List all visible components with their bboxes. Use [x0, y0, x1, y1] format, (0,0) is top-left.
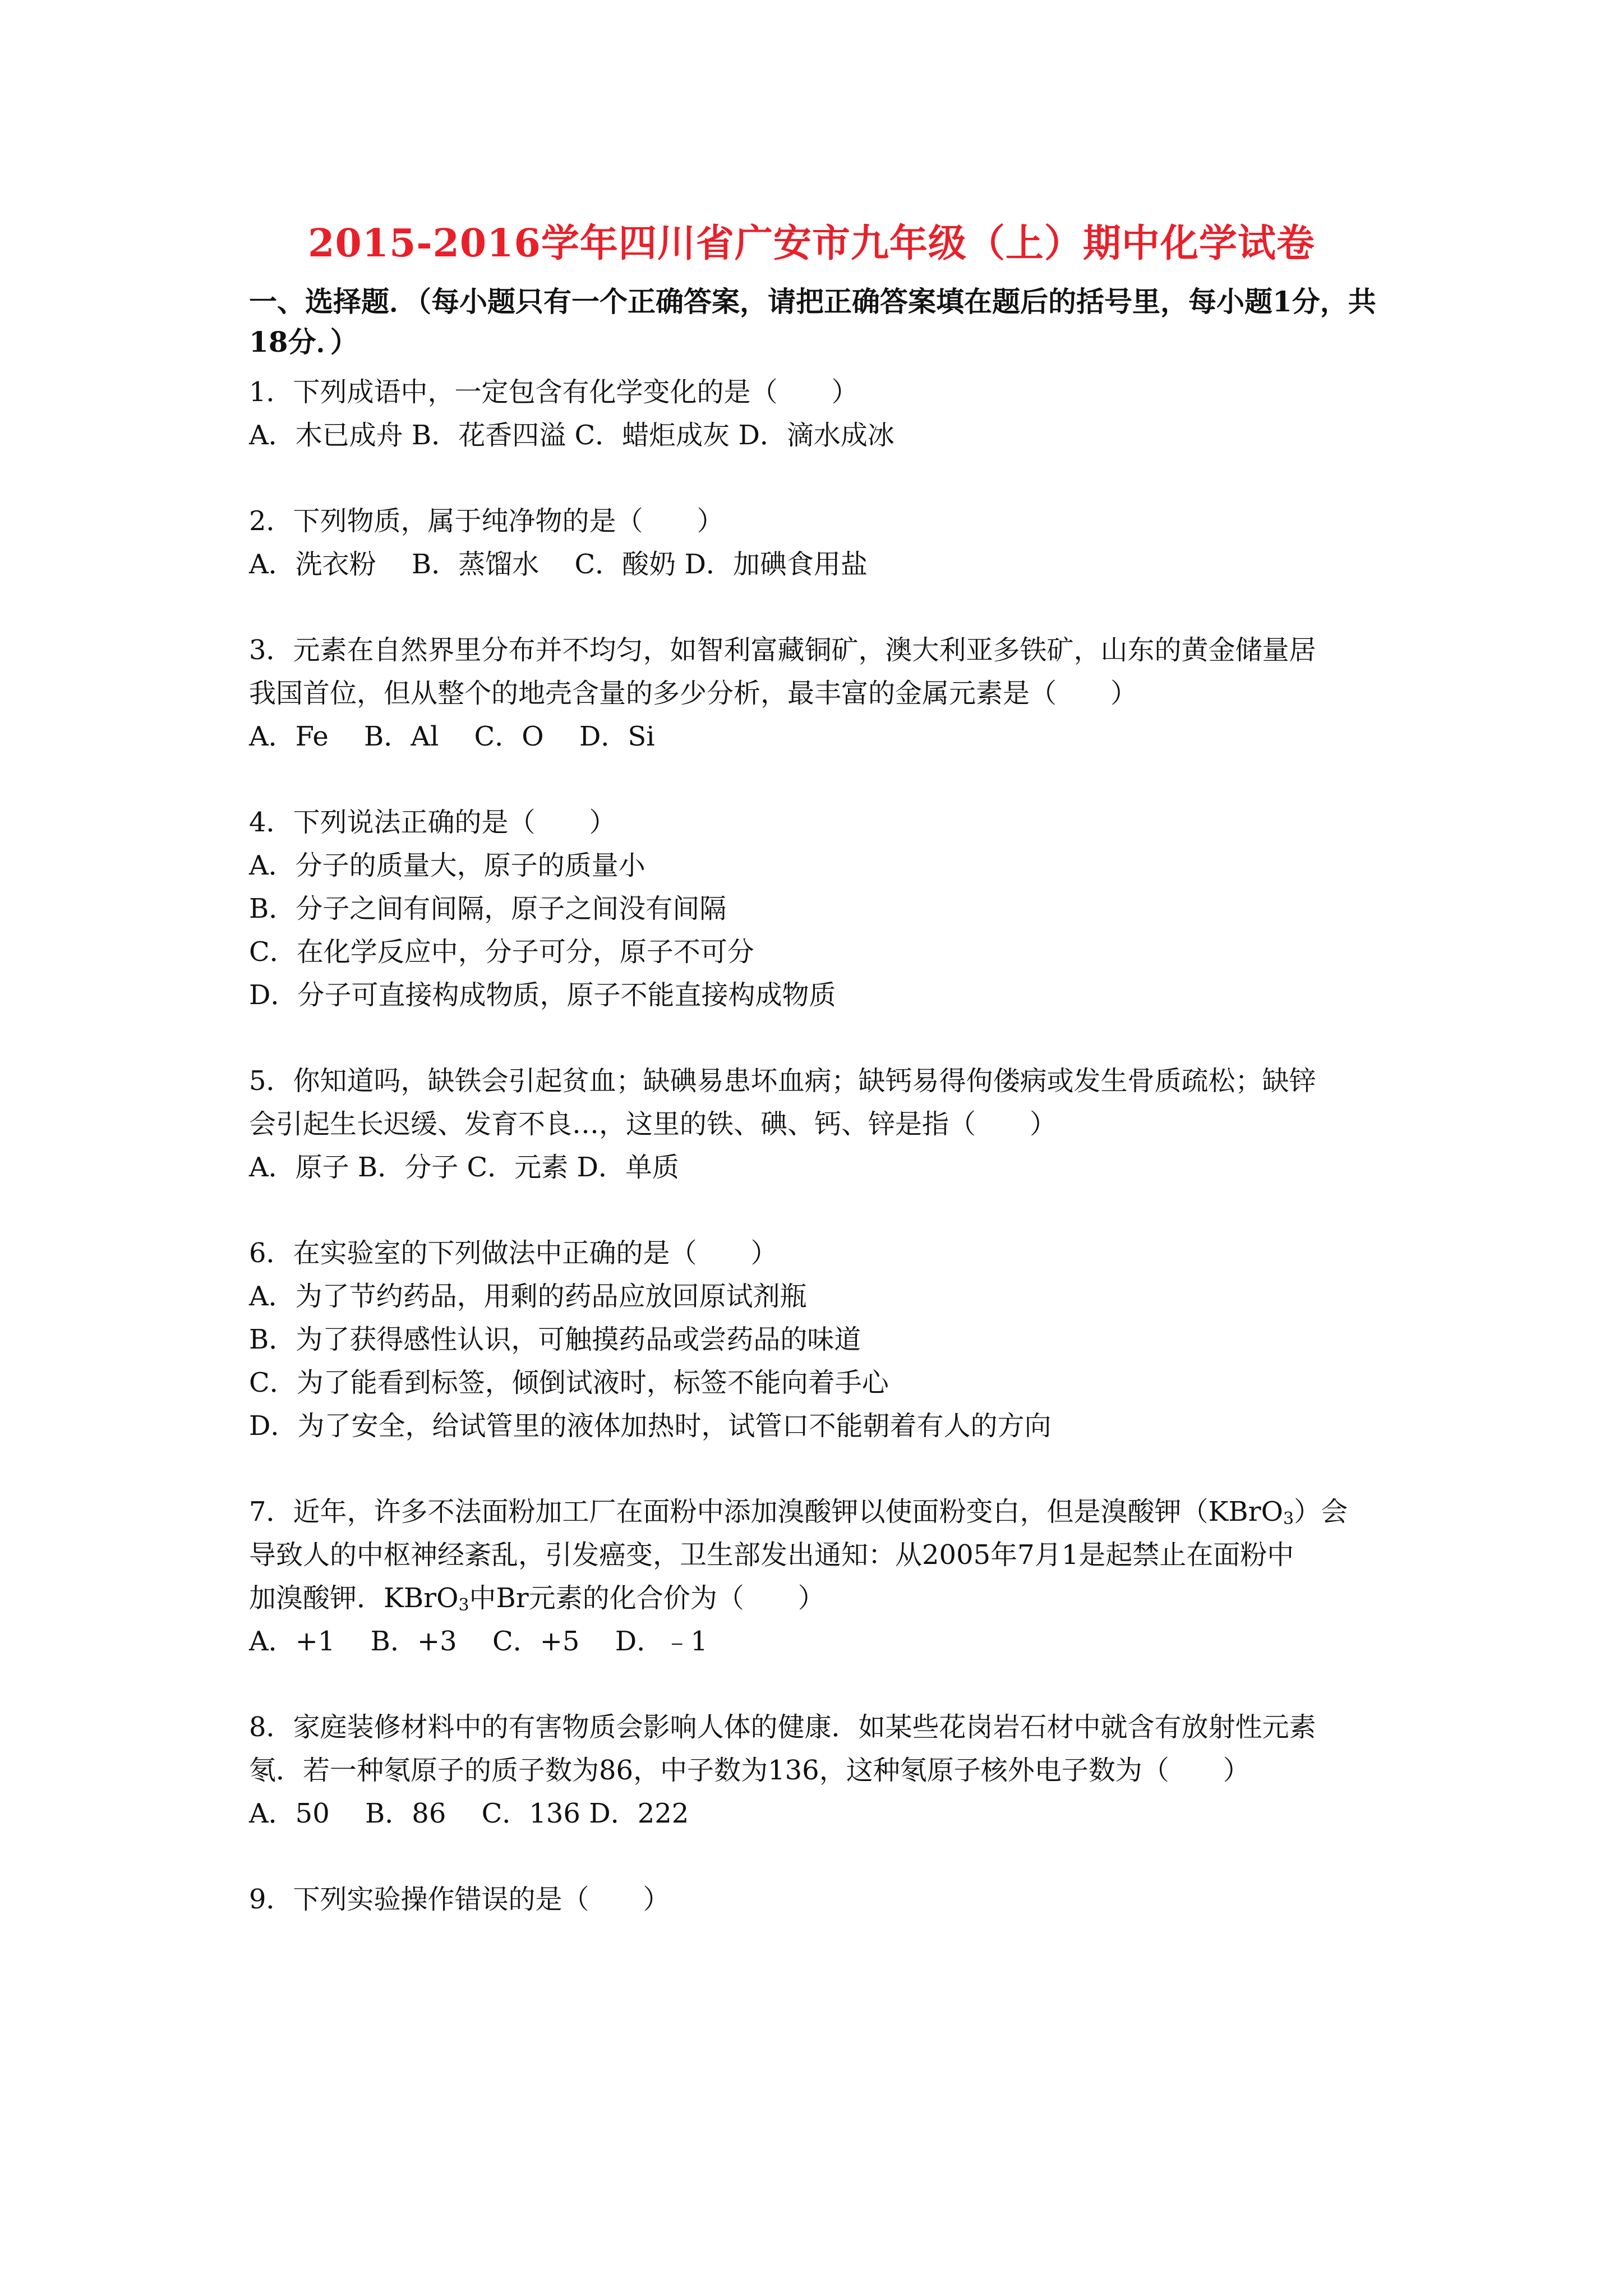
question-8-stem-line-1: 8．家庭装修材料中的有害物质会影响人体的健康．如某些花岗岩石材中就含有放射性元素 — [249, 1711, 1316, 1743]
question-6-option-a: A．为了节约药品，用剩的药品应放回原试剂瓶 — [249, 1281, 807, 1312]
question-7-line-3-text-b: 中Br元素的化合价为（ ） — [469, 1582, 825, 1614]
question-2-stem: 2．下列物质，属于纯净物的是（ ） — [249, 505, 724, 537]
question-4-option-a: A．分子的质量大，原子的质量小 — [249, 850, 645, 881]
question-1-options: A．木已成舟 B．花香四溢 C．蜡炬成灰 D．滴水成冰 — [249, 420, 895, 451]
section-heading: 一、选择题．（每小题只有一个正确答案，请把正确答案填在题后的括号里，每小题1分，共18分．） — [249, 285, 1376, 358]
question-7-line-3-text-a: 加溴酸钾．KBrO — [249, 1582, 459, 1614]
question-7-line-1-text-b: ）会 — [1294, 1496, 1348, 1527]
subscript-3: 3 — [458, 1595, 469, 1615]
question-7-stem-line-1 — [249, 1490, 1348, 1529]
question-1-stem: 1．下列成语中，一定包含有化学变化的是（ ） — [249, 376, 859, 408]
question-8-options: A．50 B．86 C．136 D．222 — [249, 1798, 689, 1829]
question-4-stem: 4．下列说法正确的是（ ） — [249, 807, 616, 838]
question-3-stem-line-2: 我国首位，但从整个的地壳含量的多少分析，最丰富的金属元素是（ ） — [249, 678, 1138, 709]
question-4-option-b: B．分子之间有间隔，原子之间没有间隔 — [249, 893, 727, 924]
question-5-stem-line-2: 会引起生长迟缓、发育不良…，这里的铁、碘、钙、锌是指（ ） — [249, 1108, 1057, 1140]
exam-title: 2015-2016学年四川省广安市九年级（上）期中化学试卷 — [308, 221, 1315, 266]
question-4-option-c: C．在化学反应中，分子可分，原子不可分 — [249, 936, 754, 968]
question-2-options: A．洗衣粉 B．蒸馏水 C．酸奶 D．加碘食用盐 — [249, 549, 868, 580]
question-5-stem-line-1: 5．你知道吗，缺铁会引起贫血；缺碘易患坏血病；缺钙易得佝偻病或发生骨质疏松；缺锌 — [249, 1065, 1316, 1097]
question-4-option-d: D．分子可直接构成物质，原子不能直接构成物质 — [249, 979, 836, 1011]
question-7-stem-line-3 — [249, 1576, 825, 1615]
question-6-option-c: C．为了能看到标签，倾倒试液时，标签不能向着手心 — [249, 1367, 889, 1398]
question-3-stem-line-1: 3．元素在自然界里分布并不均匀，如智利富藏铜矿，澳大利亚多铁矿，山东的黄金储量居 — [249, 634, 1316, 666]
question-3-options: A．Fe B．Al C．O D．Si — [249, 721, 655, 752]
question-8-stem-line-2: 氡．若一种氡原子的质子数为86，中子数为136，这种氡原子核外电子数为（ ） — [249, 1755, 1250, 1786]
question-9-stem: 9．下列实验操作错误的是（ ） — [249, 1884, 670, 1915]
question-6-stem: 6．在实验室的下列做法中正确的是（ ） — [249, 1237, 778, 1269]
question-5-options: A．原子 B．分子 C．元素 D．单质 — [249, 1152, 679, 1183]
question-7-line-1-text-a: 7．近年，许多不法面粉加工厂在面粉中添加溴酸钾以使面粉变白，但是溴酸钾（KBrO — [249, 1496, 1283, 1527]
question-6-option-b: B．为了获得感性认识，可触摸药品或尝药品的味道 — [249, 1324, 861, 1355]
subscript-3: 3 — [1283, 1509, 1294, 1529]
question-7-stem-line-2: 导致人的中枢神经紊乱，引发癌变，卫生部发出通知：从2005年7月1是起禁止在面粉中 — [249, 1539, 1294, 1571]
question-6-option-d: D．为了安全，给试管里的液体加热时，试管口不能朝着有人的方向 — [249, 1410, 1052, 1442]
question-7-options: A．+1 B．+3 C．+5 D．﹣1 — [249, 1626, 708, 1657]
